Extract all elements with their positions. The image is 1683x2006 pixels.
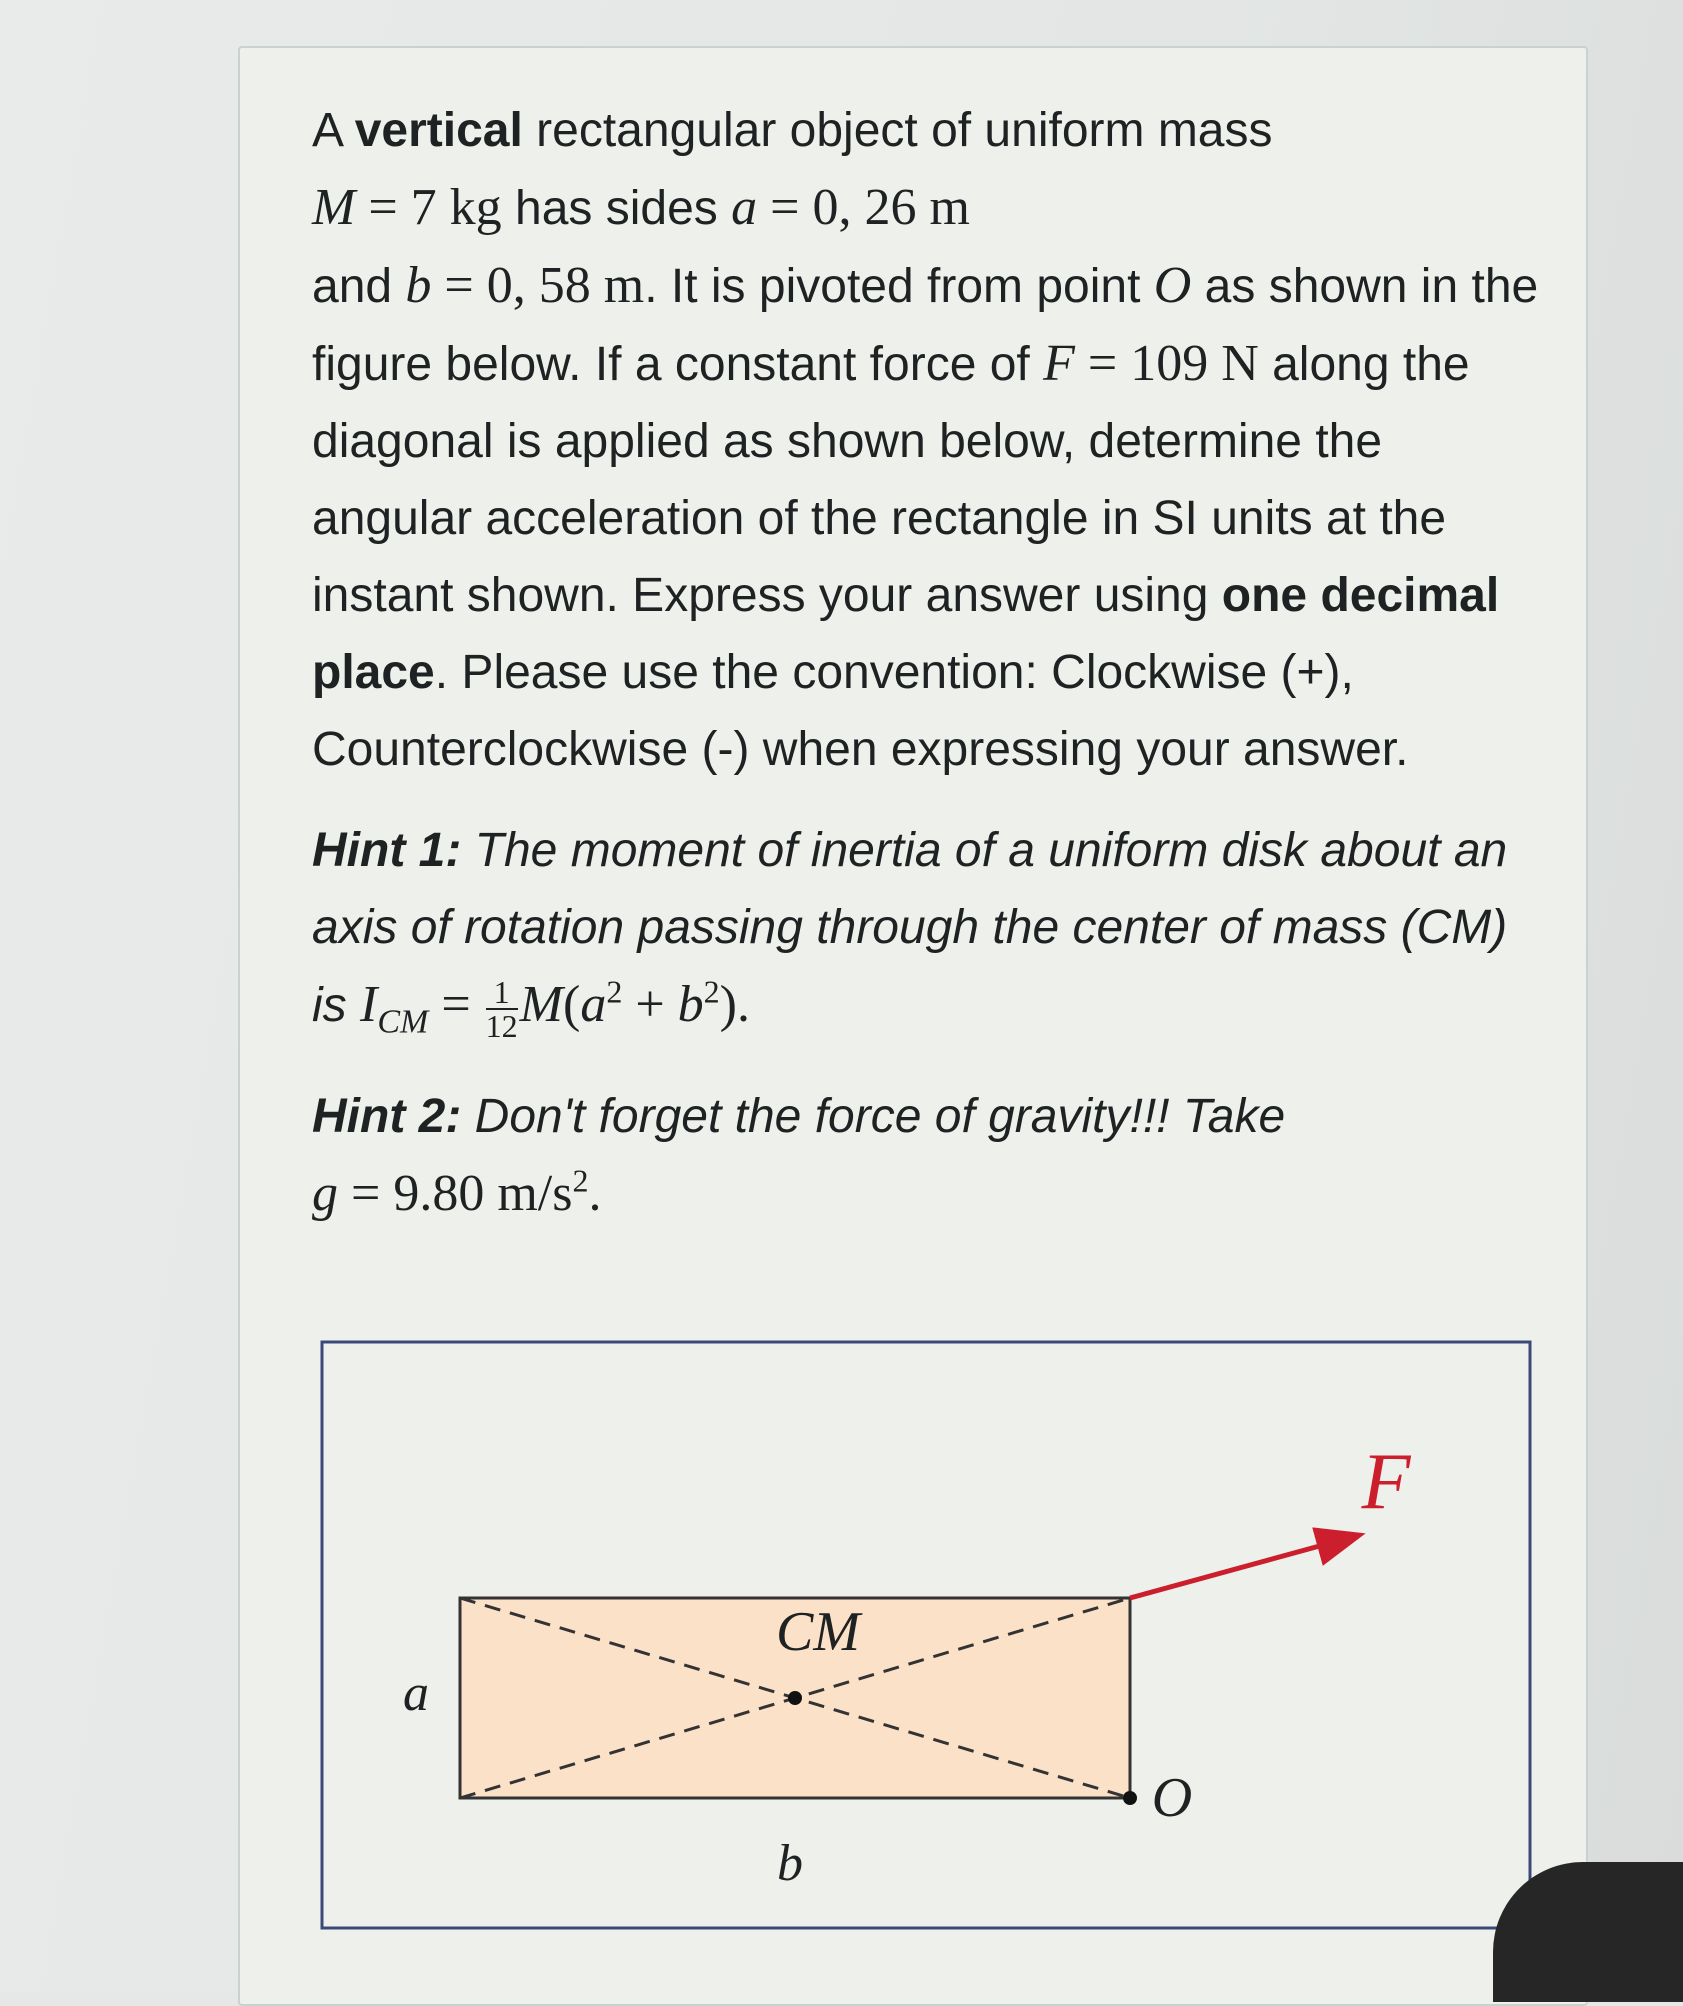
figure-svg	[320, 1340, 1532, 1930]
problem-statement	[312, 92, 1542, 788]
gravity-value: 9.80 m/s	[393, 1165, 573, 1222]
emphasis-one-decimal: one decimal place	[312, 569, 1500, 699]
equals-sign: =	[351, 1165, 381, 1222]
hint-2	[312, 1078, 1542, 1233]
hint-2-label: Hint 2:	[312, 1090, 462, 1143]
inertia-subscript: CM	[377, 1003, 429, 1041]
mass-symbol: M	[312, 179, 356, 236]
formula-mass: M	[519, 976, 563, 1033]
side-b-symbol: b	[405, 257, 432, 314]
text-segment: . Please use the convention: Clockwise (+), Counterclockwise (-) when expressing your answer.	[312, 646, 1409, 776]
text-segment: rectangular object of uniform mass	[522, 104, 1273, 157]
equals-sign: =	[368, 179, 398, 236]
text-segment: along the diagonal is applied as shown below, determine the angular acceleration of the rectangle in SI units at the instant shown. Express your answer using	[312, 338, 1470, 622]
formula-paren: (	[562, 976, 581, 1033]
side-a-symbol: a	[731, 179, 758, 236]
equals-sign: =	[444, 257, 474, 314]
text-segment: A	[312, 104, 355, 157]
force-symbol: F	[1043, 335, 1075, 392]
inertia-formula	[360, 973, 750, 1045]
center-of-mass-dot	[788, 1691, 802, 1705]
side-b-value: 0, 58 m	[486, 257, 645, 314]
label-a: a	[403, 1665, 429, 1722]
hint-1-text: The moment of inertia of a uniform disk about an axis of rotation passing through the center of mass (CM) is	[312, 824, 1508, 1032]
question-text	[312, 92, 1542, 1233]
emphasis-vertical: vertical	[354, 104, 523, 157]
equals-sign: =	[1087, 335, 1118, 392]
exponent: 2	[572, 1162, 589, 1199]
force-equation	[1043, 335, 1259, 392]
label-f: F	[1361, 1438, 1411, 1526]
mass-value: 7 kg	[410, 179, 502, 236]
fraction-one-twelfth	[485, 974, 518, 1045]
equals-sign: =	[770, 179, 800, 236]
formula-plus: +	[622, 976, 678, 1033]
text-segment: and	[312, 260, 406, 313]
formula-b: b	[677, 976, 704, 1033]
text-segment: . It is pivoted from point	[644, 260, 1154, 313]
hint-2-text: Don't forget the force of gravity!!! Take	[461, 1090, 1286, 1143]
gravity-equation	[312, 1162, 602, 1222]
label-cm: CM	[776, 1601, 860, 1663]
fraction-denominator: 12	[485, 1008, 518, 1045]
pivot-symbol: O	[1153, 257, 1192, 314]
label-b: b	[777, 1835, 803, 1892]
pivot-point-dot	[1123, 1791, 1137, 1805]
side-a-equation	[731, 179, 970, 236]
period: .	[588, 1165, 602, 1222]
mass-equation	[312, 179, 502, 236]
formula-paren: ).	[719, 976, 750, 1033]
exponent: 2	[606, 973, 623, 1010]
label-o: O	[1151, 1767, 1193, 1829]
exponent: 2	[703, 973, 720, 1010]
text-segment: as shown in the figure below. If a constant force of	[312, 260, 1539, 391]
text-segment: has sides	[501, 182, 732, 235]
hint-1	[312, 812, 1542, 1044]
force-value: 109 N	[1130, 335, 1259, 392]
figure	[320, 1340, 1532, 1930]
inertia-symbol: I	[360, 976, 378, 1033]
equals-sign: =	[441, 976, 471, 1033]
fraction-numerator: 1	[486, 976, 518, 1010]
side-a-value: 0, 26 m	[812, 179, 970, 236]
hint-1-label: Hint 1:	[312, 824, 462, 877]
gravity-symbol: g	[312, 1165, 338, 1222]
formula-a: a	[580, 976, 607, 1033]
side-b-equation	[405, 257, 644, 314]
